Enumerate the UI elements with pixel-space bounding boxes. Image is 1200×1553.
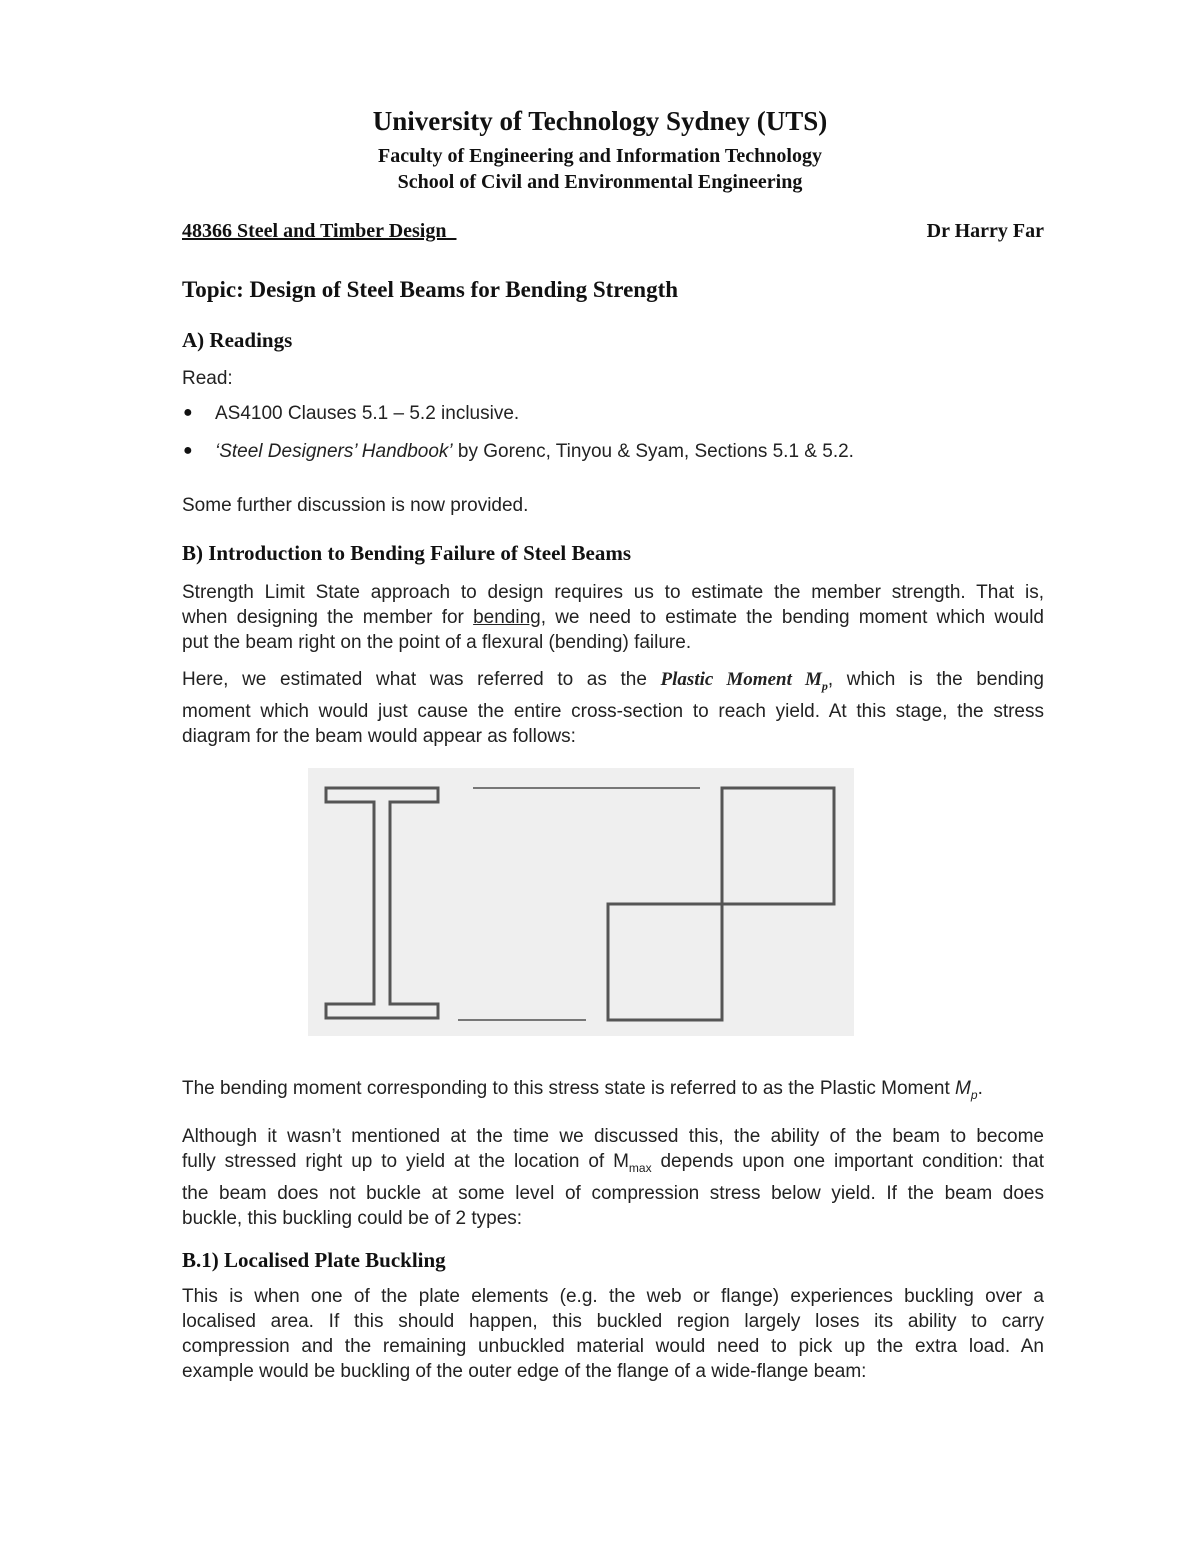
compression-stress-block [608, 904, 722, 1020]
readings-intro: Read: [182, 368, 233, 389]
faculty-name: Faculty of Engineering and Information Technology [378, 145, 822, 167]
author-name: Dr Harry Far [926, 220, 1044, 242]
reading-item-2: ‘Steel Designers’ Handbook’ by Gorenc, Tinyou & Syam, Sections 5.1 & 5.2. [215, 441, 854, 462]
bullet-icon: ● [183, 404, 193, 421]
section-b-paragraph-4: Although it wasn’t mentioned at the time we discussed this, the ability of the beam to become fully stressed right up to yield at the location of $M_{max}$ depends upon one important condition: that the beam does not buckle at some level of compression stress below yield. If the beam does buckle, this buckling could be of 2 types: [182, 1126, 1044, 1229]
section-a-heading: A) Readings [182, 328, 293, 352]
course-code-title: 48366 Steel and Timber Design [182, 220, 447, 242]
section-b1-paragraph: This is when one of the plate elements (e.g. the web or flange) experiences buckling over a localised area. If this should happen, this buckled region largely loses its ability to carry compression and the remaining unbuckled material would need to pick up the extra load. An example would be buckling of the outer edge of the flange of a wide-flange beam: [182, 1286, 1044, 1382]
bullet-icon: ● [183, 442, 193, 459]
stress-diagram-svg [308, 768, 854, 1036]
section-b-heading: B) Introduction to Bending Failure of Steel Beams [182, 541, 631, 565]
topic-heading: Topic: Design of Steel Beams for Bending Strength [182, 277, 679, 302]
stress-diagram-figure [308, 768, 854, 1036]
i-beam-section [326, 788, 438, 1018]
plastic-moment-sentence: The bending moment corresponding to this stress state is referred to as the Plastic Moment $M_p$. [182, 1078, 983, 1102]
tension-stress-block [722, 788, 834, 904]
section-b-paragraph-2: Here, we estimated what was referred to as the Plastic Moment $M_p$, which is the bending moment which would just cause the entire cross-section to reach yield. At this stage, the stress diagram for the beam would appear as follows: [182, 669, 1044, 747]
further-discussion: Some further discussion is now provided. [182, 495, 529, 516]
university-title: University of Technology Sydney (UTS) [372, 106, 828, 136]
school-name: School of Civil and Environmental Engineering [397, 171, 803, 193]
section-b-paragraph-1: Strength Limit State approach to design requires us to estimate the member strength. That is, when designing the member for bending, we need to estimate the bending moment which would put the beam right on the point of a flexural (bending) failure. [182, 582, 1044, 653]
reading-item-1: AS4100 Clauses 5.1 – 5.2 inclusive. [215, 403, 520, 424]
section-b1-heading: B.1) Localised Plate Buckling [182, 1248, 446, 1272]
